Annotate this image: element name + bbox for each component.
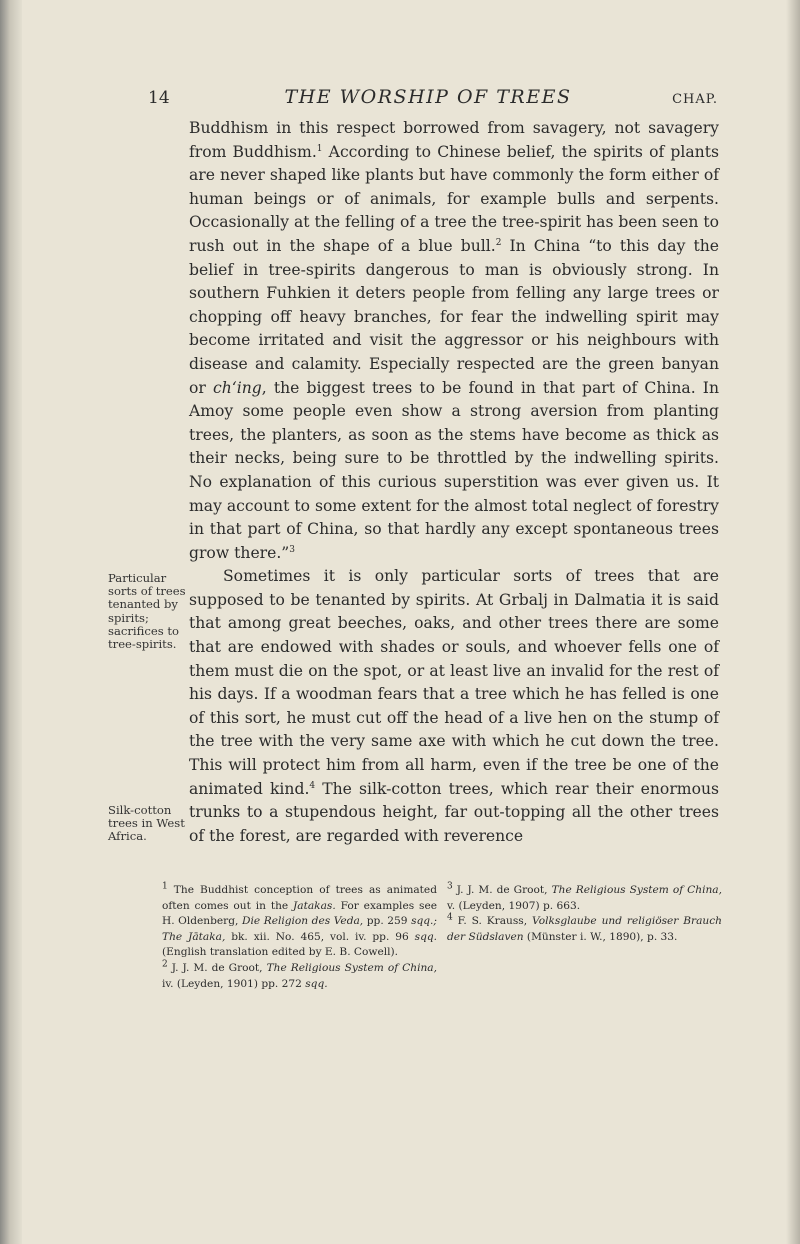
footnote-ref-1: 1 [316,143,323,154]
footnote-1-text-4: bk. xii. No. 465, vol. iv. pp. 96 [225,930,415,943]
p1-text-1: Buddhism in this respect borrowed from savagery, not savagery from Buddhism. [189,119,719,161]
footnote-1-text-5: (English translation edited by E. B. Cowell). [162,946,399,959]
footnote-4-text-1: F. S. Krauss, [452,915,533,928]
p2-text-1: Sometimes it is only particular sorts of trees that are supposed to be tenanted by spirits. At Grbalj in Dalmatia it is said that among great beeches, oaks, and other trees there are some that are endowed with shades or souls, and whoever fells one of them must die on the spot, or at least live an invalid for the rest of his days. If a woodman fears that a tree which he has felled is one of this sort, he must cut off the head of a live hen on the stump of the tree with the very same axe with which he cut down the tree. This will protect him from all harm, even if the tree be one of the animated kind. [189,567,719,798]
footnote-2-italic-2: sqq. [305,977,328,990]
paragraph-2 [189,565,719,848]
footnote-4-text-2: (Münster i. W., 1890), p. 33. [523,930,678,943]
p2-text-2: The silk-cotton trees, which rear their enormous trunks to a stupendous height, far out-topping all the other trees of the forest, are regarded with reverence [189,779,719,845]
p1-italic-ching: ch‘ing [212,378,262,397]
p1-text-2: According to Chinese belief, the spirits of plants are never shaped like plants but have commonly the form either of human beings or of animals, for example bulls and serpents. Occasionally at the felling of a tree the tree-spirit has been seen to rush out in the shape of a blue bull. [189,142,719,255]
footnote-1-italic-2: Die Religion des Veda, [241,915,364,928]
sidenote-particular-sorts: Particular sorts of trees tenanted by spirits; sacrifices to tree-spirits. [108,571,186,652]
p1-text-4: , the biggest trees to be found in that part of China. In Amoy some people even show a strong aversion from planting trees, the planters, as soon as the stems have become as thick as their necks, being sure to be throttled by the indwelling spirits. No explanation of this curious superstition was ever given us. It may account to some extent for the almost total neglect of forestry in that part of China, so that hardly any except spontaneous trees grow there.” [189,378,719,562]
page-binding-edge [0,0,22,1244]
footnote-2 [162,961,437,992]
footnote-2-text-2: iv. (Leyden, 1901) pp. 272 [162,977,306,990]
page-header [148,86,718,116]
paragraph-1 [189,117,719,565]
footnote-ref-4: 4 [309,780,316,791]
footnote-3-text-2: v. (Leyden, 1907) p. 663. [447,899,581,912]
footnote-1-italic-4: sqq. [414,930,438,943]
footnote-1-text-1: The Buddhist conception of trees as animated often comes out in the [162,884,437,912]
footnote-2-italic-1: The Religious System of China, [266,961,437,974]
sidenote-silk-cotton: Silk-cotton trees in West Africa. [108,803,185,844]
footnote-1-italic-3: sqq.; The Jātaka, [162,915,437,943]
footnote-1-italic-1: Jatakas. [293,899,336,912]
footnote-3-text-1: J. J. M. de Groot, [452,884,552,896]
footnote-2-text-1: J. J. M. de Groot, [167,961,267,974]
footnote-1-mark: 1 [162,881,168,892]
footnote-1-text-2: For examples see H. Oldenberg, [162,899,437,928]
footnote-1-text-3: pp. 259 [363,915,412,928]
footnotes-left-column [162,883,437,992]
footnote-4 [447,914,722,945]
body-text [189,117,719,848]
footnotes-right-column [447,883,722,992]
p1-text-3: In China “to this day the belief in tree-spirits dangerous to man is obviously strong. In southern Fuhkien it deters people from felling any large trees or chopping off heavy branches, for fear the indwelling spirit may become irritated and visit the aggressor or his neighbours with disease and calamity. Especially respected are the green banyan or [189,236,719,397]
page-right-edge [786,0,800,1244]
footnote-3 [447,883,722,914]
footnote-3-mark: 3 [447,881,453,892]
page-number: 14 [148,88,170,108]
footnote-ref-2: 2 [495,237,502,248]
footnote-4-italic-1: Volksglaube und religiöser Brauch der Südslaven [447,915,722,943]
footnote-1 [162,883,437,961]
footnote-4-mark: 4 [447,912,453,923]
footnote-2-mark: 2 [162,959,168,970]
chapter-label: CHAP. [672,92,718,107]
footnote-3-italic-1: The Religious System of China, [551,884,722,896]
footnotes [162,883,722,992]
running-title: THE WORSHIP OF TREES [284,86,572,108]
footnote-ref-3: 3 [289,544,296,555]
